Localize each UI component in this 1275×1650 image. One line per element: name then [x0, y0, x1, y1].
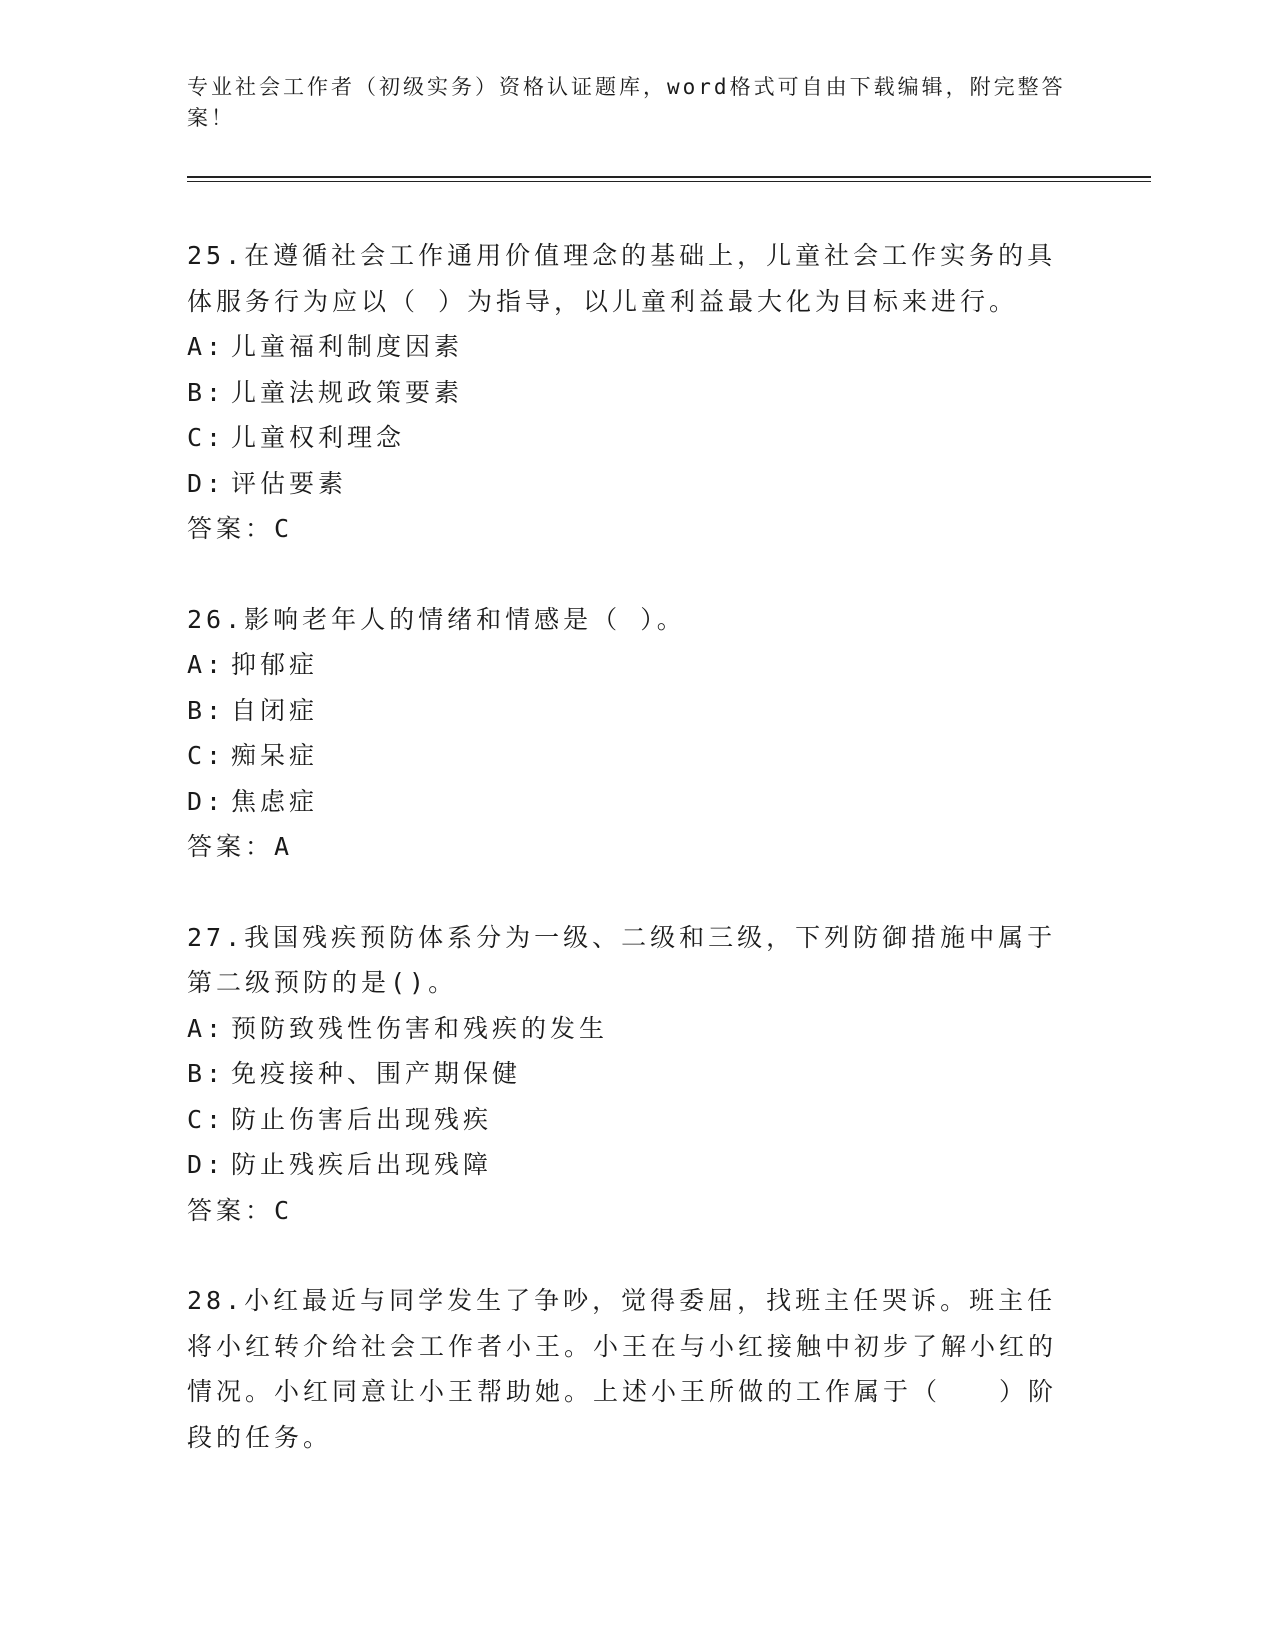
option-letter: D: — [187, 1150, 226, 1179]
question-stem — [187, 915, 1077, 1006]
option-text: 防止残疾后出现残障 — [231, 1150, 493, 1179]
option-text: 痴呆症 — [231, 741, 319, 770]
answer-option — [187, 688, 1077, 734]
header-divider-thin — [187, 181, 1151, 182]
question-number: 28. — [187, 1286, 245, 1315]
answer-option — [187, 1142, 1077, 1188]
option-letter: B: — [187, 377, 226, 407]
option-letter: A: — [187, 332, 226, 361]
answer-key: 答案：A — [187, 832, 294, 861]
option-letter: A: — [187, 650, 226, 679]
question-item — [187, 597, 1077, 870]
option-letter: B: — [187, 1059, 226, 1088]
question-stem — [187, 1278, 1077, 1460]
option-text: 儿童福利制度因素 — [231, 332, 464, 361]
question-text: 在遵循社会工作通用价值理念的基础上，儿童社会工作实务的具体服务行为应以（ ）为指导，以儿童利益最大化为目标来进行。 — [187, 241, 1057, 316]
question-stem — [187, 597, 1077, 643]
question-number: 27. — [187, 922, 245, 952]
option-text: 自闭症 — [231, 695, 319, 725]
option-text: 防止伤害后出现残疾 — [231, 1104, 493, 1134]
answer-option — [187, 415, 1077, 461]
option-letter: A: — [187, 1013, 226, 1043]
option-letter: C: — [187, 1104, 226, 1134]
question-text: 影响老年人的情绪和情感是（ ）。 — [244, 604, 686, 634]
option-letter: C: — [187, 423, 226, 452]
question-number: 25. — [187, 241, 245, 270]
answer-option — [187, 461, 1077, 507]
option-text: 预防致残性伤害和残疾的发生 — [231, 1013, 609, 1043]
answer-key: 答案：C — [187, 1195, 294, 1225]
question-list — [187, 233, 1077, 1505]
header-divider-thick — [187, 176, 1151, 178]
answer-option — [187, 779, 1077, 825]
question-number: 26. — [187, 604, 245, 634]
answer-option — [187, 370, 1077, 416]
answer-option — [187, 733, 1077, 779]
question-text: 我国残疾预防体系分为一级、二级和三级，下列防御措施中属于第二级预防的是()。 — [187, 922, 1057, 997]
question-item — [187, 915, 1077, 1234]
answer-key: 答案：C — [187, 514, 294, 543]
answer-option — [187, 1051, 1077, 1097]
question-text: 小红最近与同学发生了争吵，觉得委屈，找班主任哭诉。班主任将小红转介给社会工作者小王。小王在与小红接触中初步了解小红的情况。小红同意让小王帮助她。上述小王所做的工作属于（ ）阶段的任务。 — [187, 1286, 1058, 1452]
answer-option — [187, 324, 1077, 370]
option-letter: B: — [187, 695, 226, 725]
option-letter: C: — [187, 741, 226, 770]
option-text: 儿童权利理念 — [231, 423, 406, 452]
question-item — [187, 233, 1077, 552]
answer-option — [187, 1097, 1077, 1143]
question-stem — [187, 233, 1077, 324]
document-header: 专业社会工作者（初级实务）资格认证题库，word格式可自由下载编辑，附完整答案！ — [187, 75, 1066, 130]
option-text: 抑郁症 — [231, 650, 319, 679]
option-text: 儿童法规政策要素 — [231, 377, 464, 407]
option-letter: D: — [187, 468, 226, 498]
option-letter: D: — [187, 786, 226, 816]
option-text: 评估要素 — [231, 468, 348, 498]
option-text: 焦虑症 — [231, 786, 319, 816]
answer-option — [187, 1006, 1077, 1052]
question-item — [187, 1278, 1077, 1460]
answer-option — [187, 642, 1077, 688]
option-text: 免疫接种、围产期保健 — [231, 1059, 522, 1088]
